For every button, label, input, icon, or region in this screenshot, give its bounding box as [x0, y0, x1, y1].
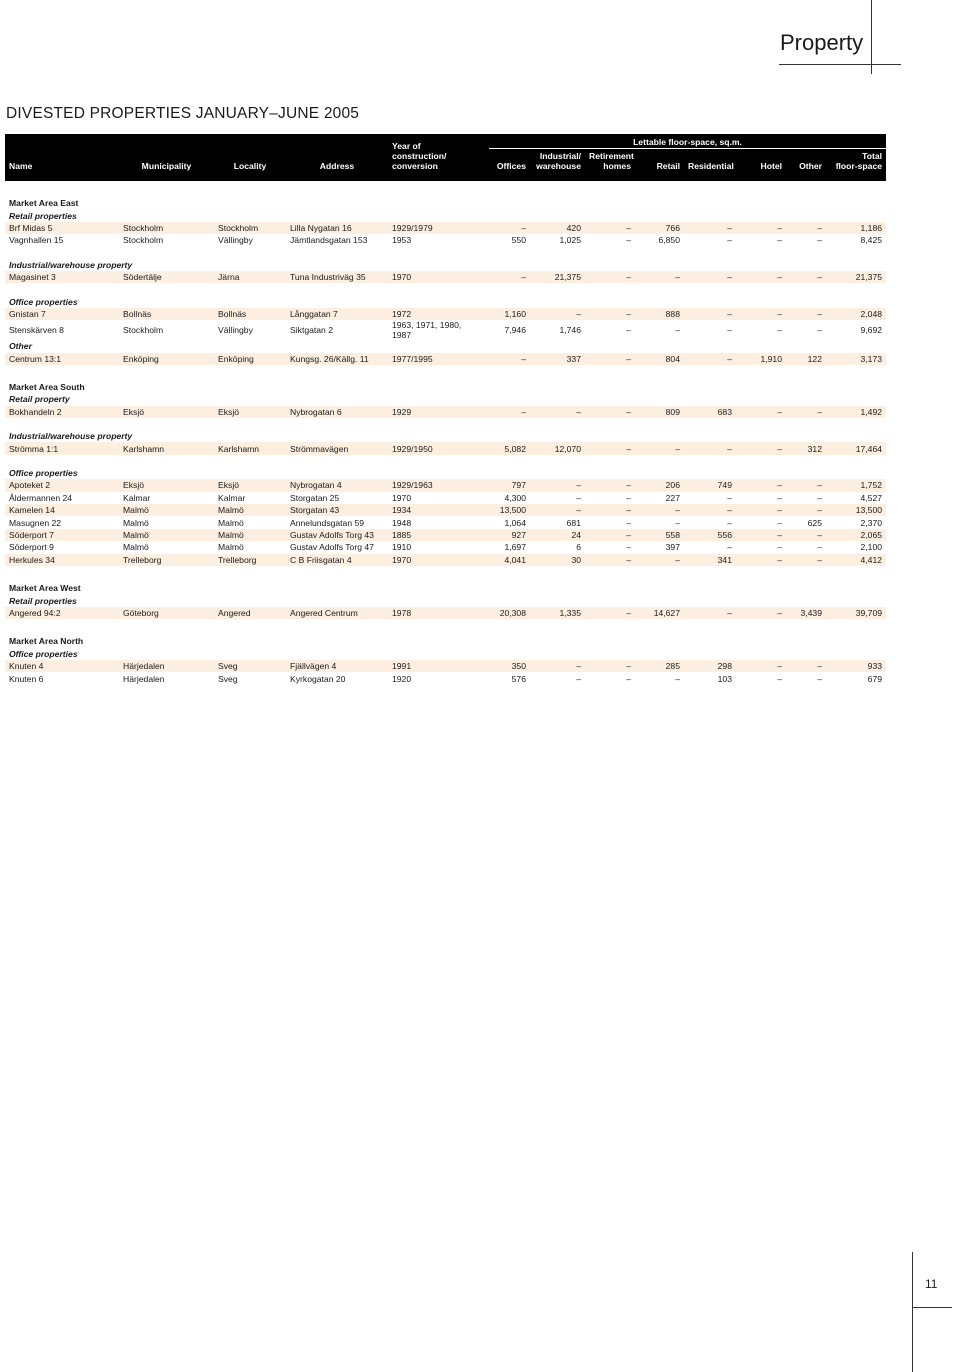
cell-address: Siktgatan 2 [290, 325, 333, 336]
divested-properties-table [5, 134, 883, 685]
cell-hotel: – [736, 442, 786, 454]
category-row: Office properties [9, 296, 78, 307]
cell-retail: 227 [665, 492, 680, 503]
cell-hotel: – [736, 660, 786, 672]
cell-hotel: – [736, 222, 786, 234]
cell-address: Annelundsgatan 59 [290, 517, 365, 528]
top-horizontal-rule [779, 64, 901, 65]
cell-retirement: – [626, 673, 631, 684]
cell-name: Masugnen 22 [9, 517, 62, 528]
table-row [5, 672, 886, 684]
cell-municipality: Bollnäs [119, 308, 214, 320]
cell-year: 1929 [388, 406, 483, 418]
header-residential: Residential [684, 150, 736, 181]
cell-address: Nybrogatan 6 [286, 406, 388, 418]
cell-residential: – [684, 308, 736, 320]
cell-municipality: Malmö [123, 542, 149, 553]
cell-offices: 927 [483, 529, 530, 541]
cell-name: Brf Midas 5 [5, 222, 119, 234]
cell-year: 1934 [388, 504, 483, 516]
cell-municipality: Härjedalen [123, 673, 165, 684]
cell-year: 1970 [388, 554, 483, 566]
cell-address: Storgatan 25 [290, 492, 340, 503]
cell-offices: 13,500 [483, 504, 530, 516]
cell-hotel: – [777, 517, 782, 528]
table-row [5, 308, 886, 320]
cell-residential: – [684, 504, 736, 516]
cell-industrial: – [530, 660, 585, 672]
header-municipality: Municipality [119, 134, 214, 181]
cell-year: 1977/1995 [388, 353, 483, 365]
cell-name: Herkules 34 [5, 554, 119, 566]
cell-retirement: – [585, 353, 635, 365]
cell-offices: 20,308 [483, 607, 530, 619]
header-year: Year of construction/ conversion [388, 134, 483, 181]
cell-residential: – [684, 442, 736, 454]
cell-municipality: Enköping [119, 353, 214, 365]
cell-year: 1978 [388, 607, 483, 619]
cell-residential: – [684, 353, 736, 365]
header-locality: Locality [214, 134, 286, 181]
cell-industrial: 1,025 [559, 235, 581, 246]
cell-industrial: – [530, 504, 585, 516]
cell-name: Knuten 6 [9, 673, 44, 684]
cell-residential: – [727, 542, 732, 553]
cell-offices: 350 [483, 660, 530, 672]
cell-offices: 1,160 [483, 308, 530, 320]
cell-other: – [786, 271, 826, 283]
cell-locality: Enköping [214, 353, 286, 365]
cell-name: Bokhandeln 2 [5, 406, 119, 418]
cell-residential: 683 [684, 406, 736, 418]
cell-industrial: – [576, 492, 581, 503]
cell-name: Söderport 9 [9, 542, 54, 553]
cell-total: 679 [867, 673, 883, 684]
cell-residential: 556 [684, 529, 736, 541]
cell-municipality: Malmö [119, 529, 214, 541]
cell-retail: 14,627 [635, 607, 684, 619]
header-retail: Retail [635, 150, 684, 181]
cell-total: 1,752 [826, 479, 886, 491]
cell-offices: 1,064 [504, 517, 526, 528]
cell-hotel: – [777, 673, 782, 684]
cell-address: Angered Centrum [286, 607, 388, 619]
header-industrial: Industrial/ warehouse [530, 150, 585, 181]
cell-total: 4,527 [860, 492, 883, 503]
market-area-row: Market Area East [9, 198, 79, 209]
cell-name: Stenskärven 8 [9, 325, 64, 336]
cell-name: Centrum 13:1 [5, 353, 119, 365]
cell-industrial: – [530, 308, 585, 320]
cell-total: 933 [826, 660, 886, 672]
cell-locality: Järna [214, 271, 286, 283]
cell-address: Långgatan 7 [286, 308, 388, 320]
page-number: 11 [925, 1277, 938, 1291]
cell-retirement: – [585, 308, 635, 320]
cell-retail: 809 [635, 406, 684, 418]
cell-other: – [817, 542, 822, 553]
cell-address: Storgatan 43 [286, 504, 388, 516]
cell-industrial: 681 [566, 517, 581, 528]
cell-total: 4,412 [826, 554, 886, 566]
cell-hotel: – [736, 554, 786, 566]
cell-hotel: – [736, 308, 786, 320]
cell-municipality: Göteborg [119, 607, 214, 619]
cell-retirement: – [585, 406, 635, 418]
cell-locality: Angered [214, 607, 286, 619]
cell-address: Strömmavägen [286, 442, 388, 454]
table-row [5, 516, 886, 528]
table-row [5, 529, 886, 541]
cell-address: Gustav Adolfs Torg 43 [286, 529, 388, 541]
cell-offices: – [483, 406, 530, 418]
cell-year: 1929/1979 [388, 222, 483, 234]
market-area-row: Market Area South [9, 382, 85, 393]
cell-year: 1970 [392, 492, 412, 503]
cell-retail: – [635, 271, 684, 283]
cell-name: Angered 94:2 [5, 607, 119, 619]
cell-retirement: – [585, 607, 635, 619]
cell-other: 312 [786, 442, 826, 454]
header-lettable: Lettable floor-space, sq.m. [483, 134, 886, 150]
category-row: Office properties [9, 648, 78, 659]
cell-total: 39,709 [826, 607, 886, 619]
category-row: Retail properties [9, 210, 77, 221]
cell-retirement: – [626, 325, 631, 336]
table-row [5, 479, 886, 491]
cell-locality: Kalmar [218, 492, 246, 503]
cell-retail: 804 [635, 353, 684, 365]
category-row: Retail property [9, 394, 70, 405]
cell-retirement: – [585, 222, 635, 234]
cell-name: Gnistan 7 [5, 308, 119, 320]
cell-industrial: 1,335 [530, 607, 585, 619]
cell-hotel: – [777, 325, 782, 336]
cell-other: – [786, 406, 826, 418]
cell-industrial: 12,070 [530, 442, 585, 454]
cell-name: Knuten 4 [5, 660, 119, 672]
table-row [5, 271, 886, 283]
table-row [5, 406, 886, 418]
cell-retail: 397 [665, 542, 680, 553]
cell-locality: Karlshamn [214, 442, 286, 454]
cell-year: 1963, 1971, 1980, 1987 [392, 320, 462, 341]
category-row: Other [9, 341, 32, 352]
cell-industrial: 21,375 [530, 271, 585, 283]
cell-name: Åldermannen 24 [9, 492, 73, 503]
cell-locality: Stockholm [214, 222, 286, 234]
category-row: Office properties [9, 468, 78, 479]
top-vertical-rule [871, 0, 872, 74]
cell-retirement: – [585, 529, 635, 541]
cell-offices: 4,300 [504, 492, 526, 503]
cell-other: – [817, 235, 822, 246]
cell-locality: Trelleborg [214, 554, 286, 566]
cell-industrial: 337 [530, 353, 585, 365]
cell-other: – [786, 529, 826, 541]
cell-locality: Sveg [218, 673, 238, 684]
cell-total: 17,464 [826, 442, 886, 454]
table-row [5, 504, 886, 516]
header-total: Total floor-space [826, 150, 886, 181]
cell-hotel: 1,910 [736, 353, 786, 365]
cell-name: Apoteket 2 [5, 479, 119, 491]
cell-offices: 1,697 [504, 542, 526, 553]
bottom-horizontal-rule [912, 1307, 952, 1308]
cell-locality: Sveg [214, 660, 286, 672]
market-area-row: Market Area North [9, 636, 84, 647]
cell-name: Vagnhallen 15 [9, 235, 64, 246]
cell-hotel: – [736, 529, 786, 541]
cell-industrial: 30 [530, 554, 585, 566]
cell-retail: – [635, 504, 684, 516]
cell-name: Söderport 7 [5, 529, 119, 541]
cell-offices: – [483, 271, 530, 283]
cell-other: – [817, 673, 822, 684]
cell-locality: Vällingby [218, 325, 253, 336]
cell-industrial: – [530, 479, 585, 491]
cell-total: 8,425 [860, 235, 883, 246]
table-row [5, 541, 886, 553]
cell-hotel: – [736, 479, 786, 491]
cell-municipality: Härjedalen [119, 660, 214, 672]
cell-locality: Eksjö [214, 479, 286, 491]
header-hotel: Hotel [736, 150, 786, 181]
cell-residential: – [727, 235, 732, 246]
cell-address: Gustav Adolfs Torg 47 [290, 542, 374, 553]
table-row [5, 607, 886, 619]
cell-other: 122 [786, 353, 826, 365]
cell-retirement: – [626, 517, 631, 528]
cell-retirement: – [626, 542, 631, 553]
page-heading: DIVESTED PROPERTIES JANUARY–JUNE 2005 [6, 105, 360, 122]
cell-retirement: – [626, 492, 631, 503]
cell-year: 1910 [392, 542, 412, 553]
header-name: Name [5, 134, 119, 181]
cell-year: 1991 [388, 660, 483, 672]
cell-year: 1972 [388, 308, 483, 320]
cell-residential: – [684, 607, 736, 619]
cell-offices: 4,041 [483, 554, 530, 566]
cell-industrial: 420 [530, 222, 585, 234]
table-row [5, 222, 886, 234]
cell-industrial: – [576, 673, 581, 684]
cell-year: 1885 [388, 529, 483, 541]
cell-year: 1929/1963 [388, 479, 483, 491]
cell-hotel: – [736, 271, 786, 283]
cell-hotel: – [777, 235, 782, 246]
cell-total: 2,370 [860, 517, 883, 528]
table-row [5, 234, 886, 246]
cell-offices: 576 [511, 673, 526, 684]
cell-municipality: Eksjö [119, 479, 214, 491]
cell-locality: Malmö [214, 504, 286, 516]
cell-other: 3,439 [786, 607, 826, 619]
table-row [5, 442, 886, 454]
cell-locality: Malmö [218, 542, 244, 553]
cell-retail: 888 [635, 308, 684, 320]
cell-industrial: 6 [576, 542, 581, 553]
cell-locality: Malmö [218, 517, 244, 528]
cell-retirement: – [585, 271, 635, 283]
cell-residential: – [727, 325, 732, 336]
cell-retirement: – [585, 660, 635, 672]
category-row: Industrial/warehouse property [9, 259, 133, 270]
cell-address: Fjällvägen 4 [286, 660, 388, 672]
cell-name: Kamelen 14 [5, 504, 119, 516]
cell-other: – [786, 479, 826, 491]
cell-other: – [786, 554, 826, 566]
cell-retail: 766 [635, 222, 684, 234]
cell-residential: – [684, 271, 736, 283]
cell-offices: 797 [483, 479, 530, 491]
cell-year: 1953 [392, 235, 412, 246]
bottom-vertical-rule [912, 1252, 913, 1372]
cell-address: Kyrkogatan 20 [290, 673, 346, 684]
header-offices: Offices [483, 150, 530, 181]
cell-address: Tuna Industriväg 35 [286, 271, 388, 283]
cell-other: – [786, 660, 826, 672]
cell-offices: 7,946 [504, 325, 526, 336]
cell-municipality: Malmö [123, 517, 149, 528]
cell-other: – [817, 325, 822, 336]
cell-hotel: – [736, 504, 786, 516]
cell-retirement: – [626, 235, 631, 246]
cell-retail: – [635, 442, 684, 454]
cell-total: 13,500 [826, 504, 886, 516]
table-header [5, 134, 886, 181]
cell-hotel: – [777, 492, 782, 503]
cell-offices: – [483, 222, 530, 234]
cell-offices: – [483, 353, 530, 365]
cell-municipality: Stockholm [123, 235, 164, 246]
cell-locality: Bollnäs [214, 308, 286, 320]
cell-total: 3,173 [826, 353, 886, 365]
cell-retail: 6,850 [658, 235, 680, 246]
cell-other: 625 [807, 517, 822, 528]
cell-retail: – [675, 325, 680, 336]
cell-other: – [786, 308, 826, 320]
cell-offices: 550 [511, 235, 526, 246]
category-row: Retail properties [9, 595, 77, 606]
table-row [5, 554, 886, 566]
cell-hotel: – [736, 406, 786, 418]
cell-locality: Eksjö [214, 406, 286, 418]
cell-residential: 103 [717, 673, 732, 684]
table-row [5, 320, 886, 340]
cell-other: – [786, 504, 826, 516]
cell-residential: – [727, 492, 732, 503]
header-other: Other [786, 150, 826, 181]
cell-retail: 558 [635, 529, 684, 541]
market-area-row: Market Area West [9, 583, 81, 594]
cell-municipality: Eksjö [119, 406, 214, 418]
cell-municipality: Södertälje [119, 271, 214, 283]
category-row: Industrial/warehouse property [9, 431, 133, 442]
cell-retirement: – [585, 554, 635, 566]
cell-retail: – [675, 673, 680, 684]
cell-residential: 341 [684, 554, 736, 566]
cell-retirement: – [585, 442, 635, 454]
cell-municipality: Kalmar [123, 492, 151, 503]
cell-total: 2,100 [860, 542, 883, 553]
cell-name: Magasinet 3 [5, 271, 119, 283]
cell-address: Kungsg. 26/Källg. 11 [286, 353, 388, 365]
cell-total: 21,375 [826, 271, 886, 283]
cell-hotel: – [777, 542, 782, 553]
cell-municipality: Malmö [119, 504, 214, 516]
cell-offices: 5,082 [483, 442, 530, 454]
header-retirement: Retirement homes [585, 150, 635, 181]
table-row [5, 492, 886, 504]
cell-residential: 749 [684, 479, 736, 491]
cell-total: 9,692 [860, 325, 883, 336]
cell-residential: – [684, 222, 736, 234]
cell-retail: 206 [635, 479, 684, 491]
cell-address: Jämtlandsgatan 153 [290, 235, 368, 246]
cell-address: Nybrogatan 4 [286, 479, 388, 491]
cell-total: 2,065 [826, 529, 886, 541]
cell-other: – [817, 492, 822, 503]
cell-residential: – [727, 517, 732, 528]
cell-year: 1920 [392, 673, 412, 684]
cell-retail: – [635, 554, 684, 566]
cell-industrial: 24 [530, 529, 585, 541]
cell-industrial: – [530, 406, 585, 418]
cell-retail: – [675, 517, 680, 528]
cell-address: Lilla Nygatan 16 [286, 222, 388, 234]
cell-retail: 285 [635, 660, 684, 672]
cell-municipality: Karlshamn [119, 442, 214, 454]
header-address: Address [286, 134, 388, 181]
cell-total: 2,048 [826, 308, 886, 320]
cell-municipality: Stockholm [123, 325, 164, 336]
cell-year: 1948 [392, 517, 412, 528]
cell-year: 1929/1950 [388, 442, 483, 454]
cell-year: 1970 [388, 271, 483, 283]
cell-retirement: – [585, 504, 635, 516]
cell-residential: 298 [684, 660, 736, 672]
section-title: Property [780, 30, 864, 55]
cell-total: 1,186 [826, 222, 886, 234]
table-row [5, 660, 886, 672]
cell-municipality: Trelleborg [119, 554, 214, 566]
cell-total: 1,492 [826, 406, 886, 418]
cell-name: Strömma 1:1 [5, 442, 119, 454]
cell-address: C B Friisgatan 4 [286, 554, 388, 566]
table-row [5, 353, 886, 365]
cell-hotel: – [736, 607, 786, 619]
cell-other: – [786, 222, 826, 234]
cell-municipality: Stockholm [119, 222, 214, 234]
cell-industrial: 1,746 [559, 325, 581, 336]
cell-locality: Vällingby [218, 235, 253, 246]
cell-retirement: – [585, 479, 635, 491]
cell-locality: Malmö [214, 529, 286, 541]
